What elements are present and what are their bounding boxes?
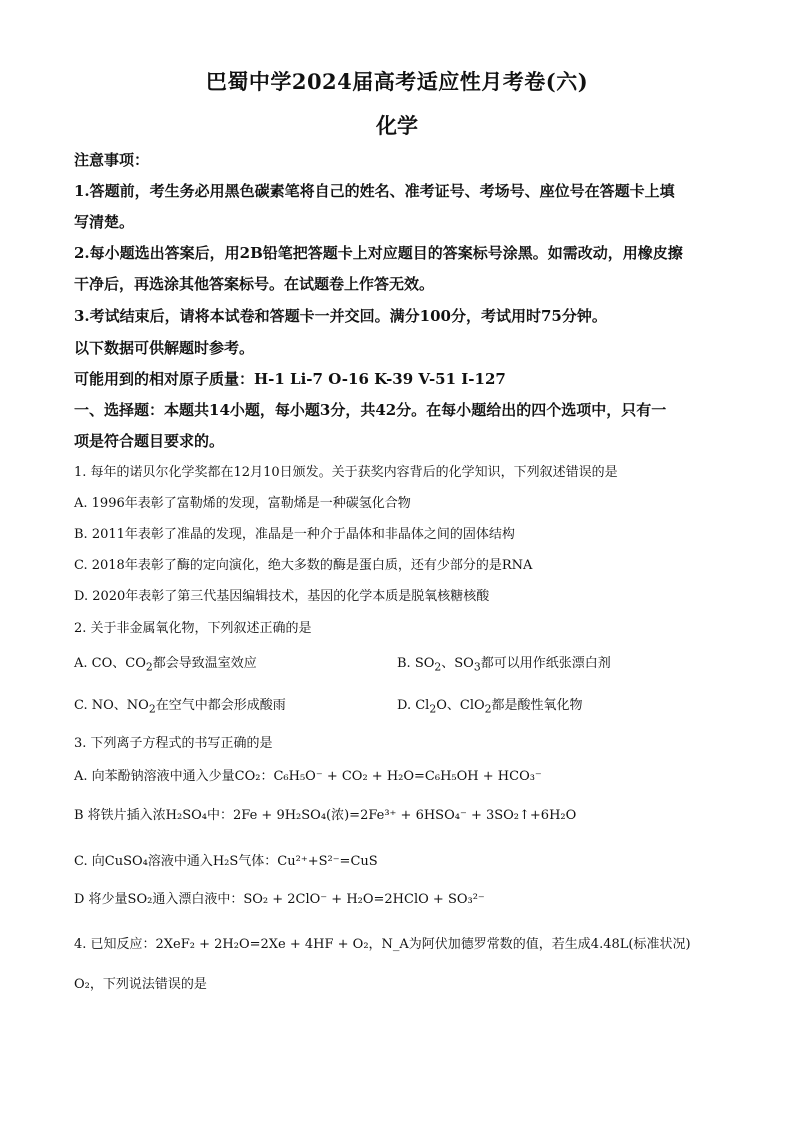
q1-option-d: D. 2020年表彰了第三代基因编辑技术，基因的化学本质是脱氧核糖核酸 bbox=[74, 589, 490, 604]
q2-option-a-suffix: 都会导致温室效应 bbox=[152, 656, 257, 671]
notice-item-3: 3.考试结束后，请将本试卷和答题卡一并交回。满分100分，考试用时75分钟。 bbox=[74, 307, 607, 325]
notice-item-2-line-1: 2.每小题选出答案后，用2B铅笔把答题卡上对应题目的答案标号涂黑。如需改动，用橡皮擦 bbox=[74, 244, 683, 262]
q2-option-c-suffix: 在空气中都会形成酸雨 bbox=[155, 698, 286, 713]
q2-option-b-mid: 、SO bbox=[441, 656, 474, 671]
q3-stem: 3. 下列离子方程式的书写正确的是 bbox=[74, 736, 273, 751]
q2-option-d-mid: O、ClO bbox=[436, 698, 485, 713]
q2-option-b-sub-1: 2 bbox=[434, 660, 442, 674]
notice-item-1-line-2: 写清楚。 bbox=[74, 213, 135, 231]
q3-option-a: A. 向苯酚钠溶液中通入少量CO₂：C₆H₅O⁻ + CO₂ + H₂O=C₆H₅OH + HCO₃⁻ bbox=[74, 769, 542, 784]
notice-item-1-line-1: 1.答题前，考生务必用黑色碳素笔将自己的姓名、准考证号、考场号、座位号在答题卡上填 bbox=[74, 182, 675, 200]
q2-option-d bbox=[397, 697, 583, 719]
q1-option-a: A. 1996年表彰了富勒烯的发现，富勒烯是一种碳氢化合物 bbox=[74, 496, 411, 511]
q2-stem: 2. 关于非金属氧化物，下列叙述正确的是 bbox=[74, 621, 312, 636]
q2-option-a-prefix: A. CO、CO bbox=[74, 656, 146, 671]
q2-option-c-sub: 2 bbox=[148, 702, 156, 716]
q2-option-c bbox=[74, 697, 286, 719]
q2-option-b-prefix: B. SO bbox=[397, 656, 435, 671]
subject-title: 化学 bbox=[376, 113, 418, 138]
q1-stem: 1. 每年的诺贝尔化学奖都在12月10日颁发。关于获奖内容背后的化学知识，下列叙述错误的是 bbox=[74, 465, 618, 480]
q2-option-b-sub-2: 3 bbox=[473, 660, 481, 674]
q2-option-b bbox=[397, 655, 611, 677]
q4-stem-line-1: 4. 已知反应：2XeF₂ + 2H₂O=2Xe + 4HF + O₂，N_A为阿伏加德罗常数的值，若生成4.48L(标准状况) bbox=[74, 937, 691, 952]
q2-option-a-sub: 2 bbox=[145, 660, 153, 674]
exam-title: 巴蜀中学2024届高考适应性月考卷(六) bbox=[205, 69, 589, 94]
notice-heading: 注意事项： bbox=[74, 151, 150, 169]
q3-option-c: C. 向CuSO₄溶液中通入H₂S气体：Cu²⁺+S²⁻=CuS bbox=[74, 854, 378, 869]
section-1-line-2: 项是符合题目要求的。 bbox=[74, 432, 225, 450]
q2-option-a bbox=[74, 655, 257, 677]
q2-option-d-sub: 2 bbox=[429, 702, 437, 716]
atomic-masses: 可能用到的相对原子质量：H-1 Li-7 O-16 K-39 V-51 I-127 bbox=[74, 370, 506, 388]
data-note: 以下数据可供解题时参考。 bbox=[74, 339, 255, 357]
q1-option-c: C. 2018年表彰了酶的定向演化，绝大多数的酶是蛋白质，还有少部分的是RNA bbox=[74, 558, 533, 573]
section-1-line-1: 一、选择题：本题共14小题，每小题3分，共42分。在每小题给出的四个选项中，只有一 bbox=[74, 401, 667, 419]
q3-option-d: D 将少量SO₂通入漂白液中：SO₂ + 2ClO⁻ + H₂O=2HClO + SO₃²⁻ bbox=[74, 892, 485, 907]
q2-option-d-prefix: D. Cl bbox=[397, 698, 430, 713]
q3-option-b: B 将铁片插入浓H₂SO₄中：2Fe + 9H₂SO₄(浓)=2Fe³⁺ + 6HSO₄⁻ + 3SO₂↑+6H₂O bbox=[74, 808, 577, 823]
q2-option-d-suffix: 都是酸性氧化物 bbox=[491, 698, 583, 713]
q2-option-b-suffix: 都可以用作纸张漂白剂 bbox=[480, 656, 611, 671]
q1-option-b: B. 2011年表彰了准晶的发现，准晶是一种介于晶体和非晶体之间的固体结构 bbox=[74, 527, 515, 542]
q2-option-c-prefix: C. NO、NO bbox=[74, 698, 149, 713]
notice-item-2-line-2: 干净后，再选涂其他答案标号。在试题卷上作答无效。 bbox=[74, 275, 435, 293]
q4-stem-line-2: O₂，下列说法错误的是 bbox=[74, 977, 207, 992]
q2-option-d-sub-2: 2 bbox=[484, 702, 492, 716]
